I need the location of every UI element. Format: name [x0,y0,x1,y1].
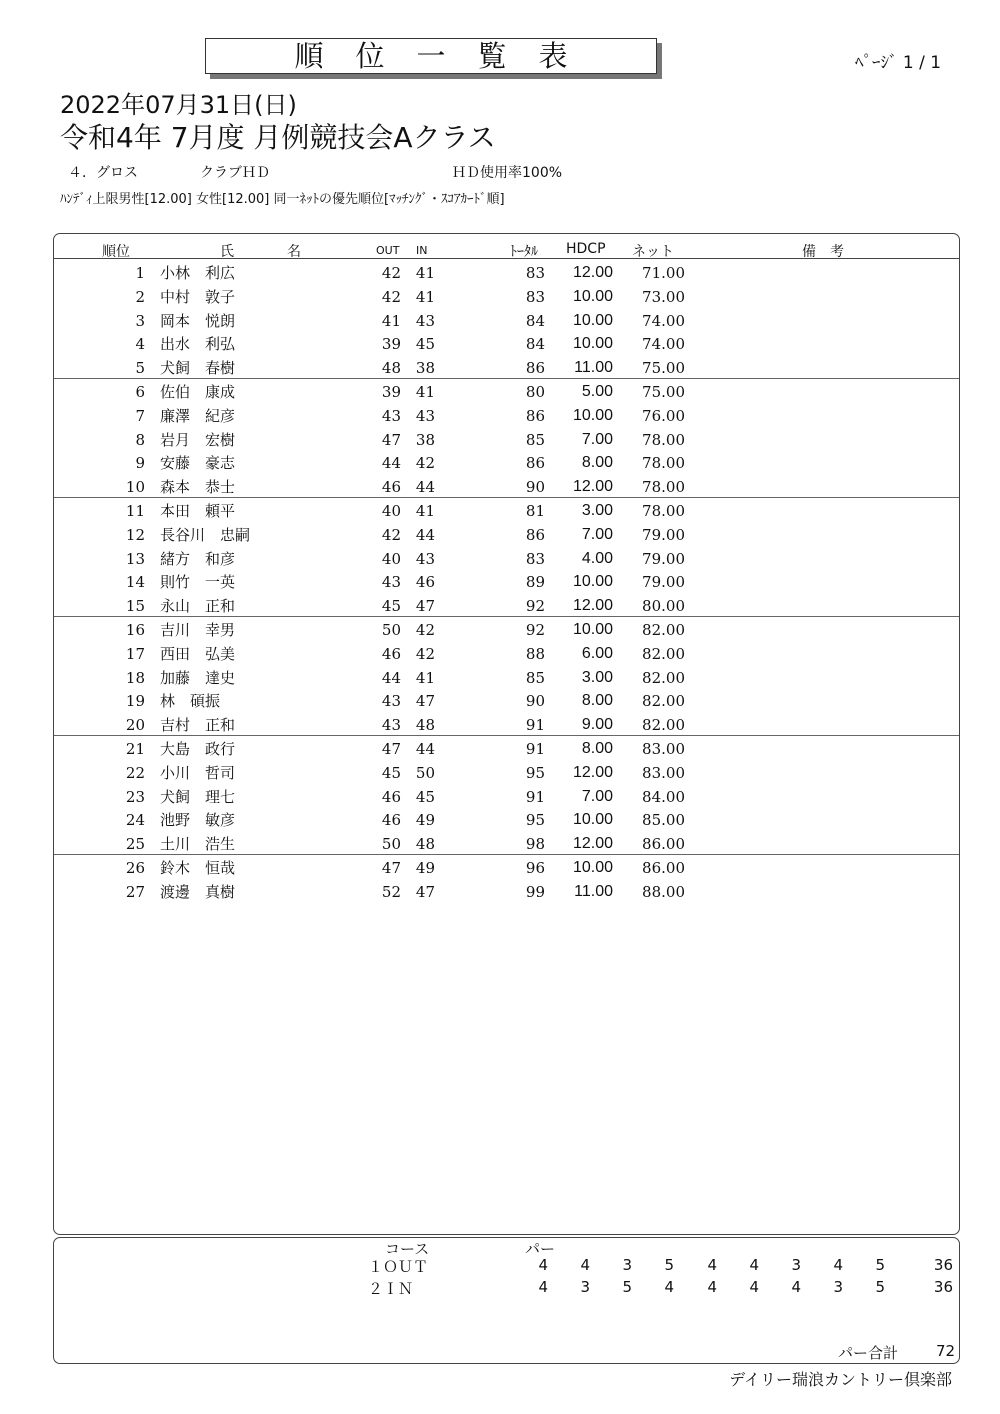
row-rank: 23 [125,787,145,806]
row-rank: 19 [125,692,145,711]
row-name: 岡本 悦朗 [160,311,236,330]
row-hdcp: 10.00 [572,287,613,305]
table-row [0,689,1000,713]
row-out: 52 [381,882,401,901]
row-rank: 8 [135,430,145,449]
row-rank: 7 [135,406,145,425]
row-net: 85.00 [642,811,685,830]
row-total: 95 [525,811,545,830]
row-in: 49 [415,811,435,830]
row-rank: 21 [125,740,145,758]
row-rank: 12 [125,525,145,544]
row-total: 84 [525,311,545,330]
row-in: 45 [415,787,435,806]
row-net: 88.00 [642,882,685,901]
row-rank: 24 [125,811,145,830]
row-out: 47 [381,740,401,758]
row-rank: 6 [135,383,145,401]
par-in-7: 4 [791,1278,801,1296]
row-net: 82.00 [642,621,685,639]
row-hdcp: 7.00 [581,787,613,805]
row-total: 85 [525,430,545,449]
row-in: 46 [415,573,435,592]
row-rank: 11 [125,502,145,520]
row-name: 森本 恭士 [160,478,236,497]
table-row [0,261,1000,285]
par-in-1: 4 [538,1278,548,1296]
row-in: 48 [415,716,435,735]
par-out-8: 4 [833,1256,843,1274]
table-row [0,761,1000,785]
row-net: 74.00 [642,335,685,354]
club-name: デイリー瑞浪カントリー倶楽部 [729,1370,952,1389]
row-net: 75.00 [642,383,685,401]
table-row [0,428,1000,452]
row-hdcp: 10.00 [572,311,613,329]
row-in: 41 [415,668,435,687]
row-name: 則竹 一英 [160,573,236,592]
row-rank: 5 [135,359,145,378]
par-total-label: パー合計 [838,1344,899,1362]
row-total: 91 [525,716,545,735]
row-net: 79.00 [642,573,685,592]
par-in-9: 5 [875,1278,885,1296]
row-in: 44 [415,478,435,497]
table-row [0,785,1000,809]
row-name: 安藤 豪志 [160,454,236,473]
row-name: 小川 哲司 [160,763,236,782]
row-name: 西田 弘美 [160,644,236,663]
row-total: 90 [525,692,545,711]
group-divider [54,854,959,855]
par-in-4: 4 [664,1278,674,1296]
row-in: 47 [415,882,435,901]
row-net: 86.00 [642,859,685,877]
row-rank: 25 [125,835,145,854]
row-in: 44 [415,740,435,758]
par-row-out [0,1256,1000,1276]
row-out: 47 [381,859,401,877]
row-in: 43 [415,549,435,568]
row-total: 86 [525,525,545,544]
row-in: 45 [415,335,435,354]
course-name-in: ２ＩＮ [368,1280,414,1298]
row-hdcp: 12.00 [572,763,613,781]
table-row [0,642,1000,666]
row-out: 44 [381,668,401,687]
row-hdcp: 6.00 [581,644,613,662]
row-total: 83 [525,549,545,568]
par-out-4: 5 [664,1256,674,1274]
row-out: 41 [381,311,401,330]
row-hdcp: 7.00 [581,430,613,448]
row-out: 48 [381,359,401,378]
row-total: 85 [525,668,545,687]
row-rank: 2 [135,287,145,306]
row-in: 38 [415,430,435,449]
row-out: 43 [381,406,401,425]
row-total: 84 [525,335,545,354]
col-name-header-2: 名 [287,244,301,260]
row-hdcp: 12.00 [572,835,613,853]
col-in-header: IN [416,244,428,257]
row-out: 39 [381,335,401,354]
row-name: 吉川 幸男 [160,621,236,639]
row-hdcp: 5.00 [581,383,613,400]
row-in: 42 [415,644,435,663]
row-hdcp: 10.00 [572,573,613,591]
row-total: 92 [525,621,545,639]
row-net: 82.00 [642,716,685,735]
table-row [0,594,1000,618]
table-row [0,737,1000,761]
row-hdcp: 10.00 [572,621,613,638]
row-net: 74.00 [642,311,685,330]
row-name: 長谷川 忠嗣 [160,525,251,544]
row-rank: 16 [125,621,145,639]
row-net: 82.00 [642,644,685,663]
group-divider [54,497,959,498]
row-name: 加藤 達史 [160,668,236,687]
row-hdcp: 10.00 [572,811,613,829]
table-row [0,380,1000,404]
table-row [0,309,1000,333]
row-total: 86 [525,406,545,425]
row-out: 40 [381,549,401,568]
row-out: 42 [381,525,401,544]
row-rank: 13 [125,549,145,568]
row-rank: 26 [125,859,145,877]
row-total: 90 [525,478,545,497]
par-row-in [0,1278,1000,1298]
course-name-out: １ＯＵＴ [368,1258,429,1276]
row-total: 92 [525,597,545,616]
row-out: 44 [381,454,401,473]
col-net-header: ネット [632,244,674,260]
row-total: 98 [525,835,545,854]
table-row [0,570,1000,594]
row-in: 43 [415,311,435,330]
row-net: 79.00 [642,549,685,568]
row-in: 49 [415,859,435,877]
col-remarks-header: 備 考 [802,244,844,260]
row-total: 86 [525,454,545,473]
table-row [0,666,1000,690]
col-total-header: ﾄｰﾀﾙ [510,244,538,260]
table-row [0,856,1000,880]
row-net: 82.00 [642,692,685,711]
table-row [0,547,1000,571]
par-out-3: 3 [622,1256,632,1274]
row-rank: 18 [125,668,145,687]
group-divider [54,378,959,379]
row-name: 池野 敏彦 [160,811,236,830]
event-name: 令和4年 7月度 月例競技会Aクラス [60,121,496,154]
score-type: ４．グロス [68,165,138,181]
row-in: 41 [415,287,435,306]
par-label: パー [525,1240,556,1258]
row-net: 78.00 [642,502,685,520]
row-total: 80 [525,383,545,401]
row-rank: 22 [125,763,145,782]
row-out: 43 [381,573,401,592]
row-hdcp: 9.00 [581,716,613,734]
row-in: 41 [415,383,435,401]
row-name: 永山 正和 [160,597,236,616]
row-rank: 9 [135,454,145,473]
hd-type: クラブＨＤ [200,165,270,181]
row-out: 42 [381,264,401,282]
group-divider [54,616,959,617]
row-net: 83.00 [642,763,685,782]
row-rank: 3 [135,311,145,330]
row-net: 86.00 [642,835,685,854]
row-hdcp: 12.00 [572,264,613,281]
par-in-5: 4 [707,1278,717,1296]
row-net: 78.00 [642,478,685,497]
row-net: 78.00 [642,430,685,449]
row-hdcp: 8.00 [581,740,613,757]
row-in: 41 [415,502,435,520]
row-total: 81 [525,502,545,520]
table-row [0,880,1000,904]
row-name: 吉村 正和 [160,716,236,735]
row-rank: 17 [125,644,145,663]
row-rank: 15 [125,597,145,616]
row-net: 84.00 [642,787,685,806]
row-hdcp: 7.00 [581,525,613,543]
row-name: 土川 浩生 [160,835,236,854]
table-row [0,451,1000,475]
row-rank: 14 [125,573,145,592]
row-hdcp: 3.00 [581,502,613,519]
row-rank: 20 [125,716,145,735]
table-row [0,404,1000,428]
row-name: 緒方 和彦 [160,549,236,568]
row-rank: 27 [125,882,145,901]
col-out-header: OUT [376,244,400,257]
col-rank-header: 順位 [102,244,130,260]
col-hdcp-header: HDCP [566,241,606,257]
row-name: 渡邊 真樹 [160,882,236,901]
table-row [0,618,1000,642]
row-name: 犬飼 理七 [160,787,236,806]
row-out: 46 [381,478,401,497]
row-net: 82.00 [642,668,685,687]
par-out-7: 3 [791,1256,801,1274]
row-hdcp: 3.00 [581,668,613,686]
row-total: 89 [525,573,545,592]
title-box [205,38,657,74]
row-name: 佐伯 康成 [160,383,236,401]
table-row [0,832,1000,856]
row-out: 40 [381,502,401,520]
row-total: 83 [525,264,545,282]
header-divider [54,258,959,259]
course-label: コース [385,1240,430,1258]
row-out: 47 [381,430,401,449]
group-divider [54,735,959,736]
par-out-6: 4 [749,1256,759,1274]
row-in: 43 [415,406,435,425]
row-name: 鈴木 恒哉 [160,859,236,877]
par-out-total: 36 [933,1256,953,1274]
row-hdcp: 10.00 [572,406,613,424]
table-row [0,475,1000,499]
row-total: 88 [525,644,545,663]
row-hdcp: 8.00 [581,454,613,472]
table-row [0,808,1000,832]
row-net: 80.00 [642,597,685,616]
row-net: 71.00 [642,264,685,282]
row-rank: 1 [135,264,145,282]
row-net: 79.00 [642,525,685,544]
row-out: 46 [381,644,401,663]
row-out: 43 [381,692,401,711]
table-row [0,356,1000,380]
row-net: 75.00 [642,359,685,378]
page-indicator: ﾍﾟｰｼﾞ 1 / 1 [855,53,942,73]
par-out-1: 4 [538,1256,548,1274]
page-title: 順位一覧表 [294,39,600,73]
par-in-total: 36 [933,1278,953,1296]
table-row [0,285,1000,309]
row-name: 林 碩振 [160,692,221,711]
row-hdcp: 11.00 [574,882,613,900]
row-in: 42 [415,454,435,473]
hd-rate: ＨＤ使用率100% [452,165,563,181]
row-name: 本田 頼平 [160,502,236,520]
row-net: 78.00 [642,454,685,473]
row-net: 73.00 [642,287,685,306]
col-name-header-1: 氏 [220,244,234,260]
par-out-9: 5 [875,1256,885,1274]
row-total: 83 [525,287,545,306]
row-in: 44 [415,525,435,544]
row-name: 出水 利弘 [160,335,236,354]
table-row [0,523,1000,547]
row-hdcp: 12.00 [572,597,613,615]
row-out: 42 [381,287,401,306]
table-row [0,713,1000,737]
row-name: 犬飼 春樹 [160,359,236,378]
row-total: 91 [525,740,545,758]
row-out: 45 [381,763,401,782]
handicap-rule: ﾊﾝﾃﾞｨ上限男性[12.00] 女性[12.00] 同一ﾈｯﾄの優先順位[ﾏｯﾁﾝｸﾞ・ｽｺｱｶｰﾄﾞ順] [60,192,505,207]
row-name: 大島 政行 [160,740,236,758]
row-total: 96 [525,859,545,877]
row-out: 39 [381,383,401,401]
row-hdcp: 10.00 [572,335,613,353]
row-name: 岩月 宏樹 [160,430,236,449]
row-name: 小林 利広 [160,264,236,282]
row-hdcp: 4.00 [581,549,613,567]
row-out: 45 [381,597,401,616]
row-in: 41 [415,264,435,282]
row-in: 50 [415,763,435,782]
row-hdcp: 11.00 [574,359,613,377]
row-in: 47 [415,597,435,616]
event-date: 2022年07月31日(日) [60,91,297,119]
row-rank: 4 [135,335,145,354]
par-in-6: 4 [749,1278,759,1296]
par-in-2: 3 [580,1278,590,1296]
par-total-value: 72 [936,1342,956,1360]
row-out: 46 [381,811,401,830]
row-in: 42 [415,621,435,639]
row-total: 99 [525,882,545,901]
row-rank: 10 [125,478,145,497]
par-in-8: 3 [833,1278,843,1296]
row-in: 47 [415,692,435,711]
row-out: 50 [381,621,401,639]
row-in: 48 [415,835,435,854]
table-row [0,499,1000,523]
par-in-3: 5 [622,1278,632,1296]
row-hdcp: 12.00 [572,478,613,496]
row-hdcp: 8.00 [581,692,613,710]
row-total: 86 [525,359,545,378]
row-net: 83.00 [642,740,685,758]
row-name: 中村 敦子 [160,287,236,306]
row-net: 76.00 [642,406,685,425]
par-out-2: 4 [580,1256,590,1274]
row-out: 43 [381,716,401,735]
row-out: 46 [381,787,401,806]
row-total: 95 [525,763,545,782]
row-name: 廉澤 紀彦 [160,406,236,425]
row-hdcp: 10.00 [572,859,613,876]
row-in: 38 [415,359,435,378]
row-out: 50 [381,835,401,854]
table-row [0,332,1000,356]
par-out-5: 4 [707,1256,717,1274]
row-total: 91 [525,787,545,806]
